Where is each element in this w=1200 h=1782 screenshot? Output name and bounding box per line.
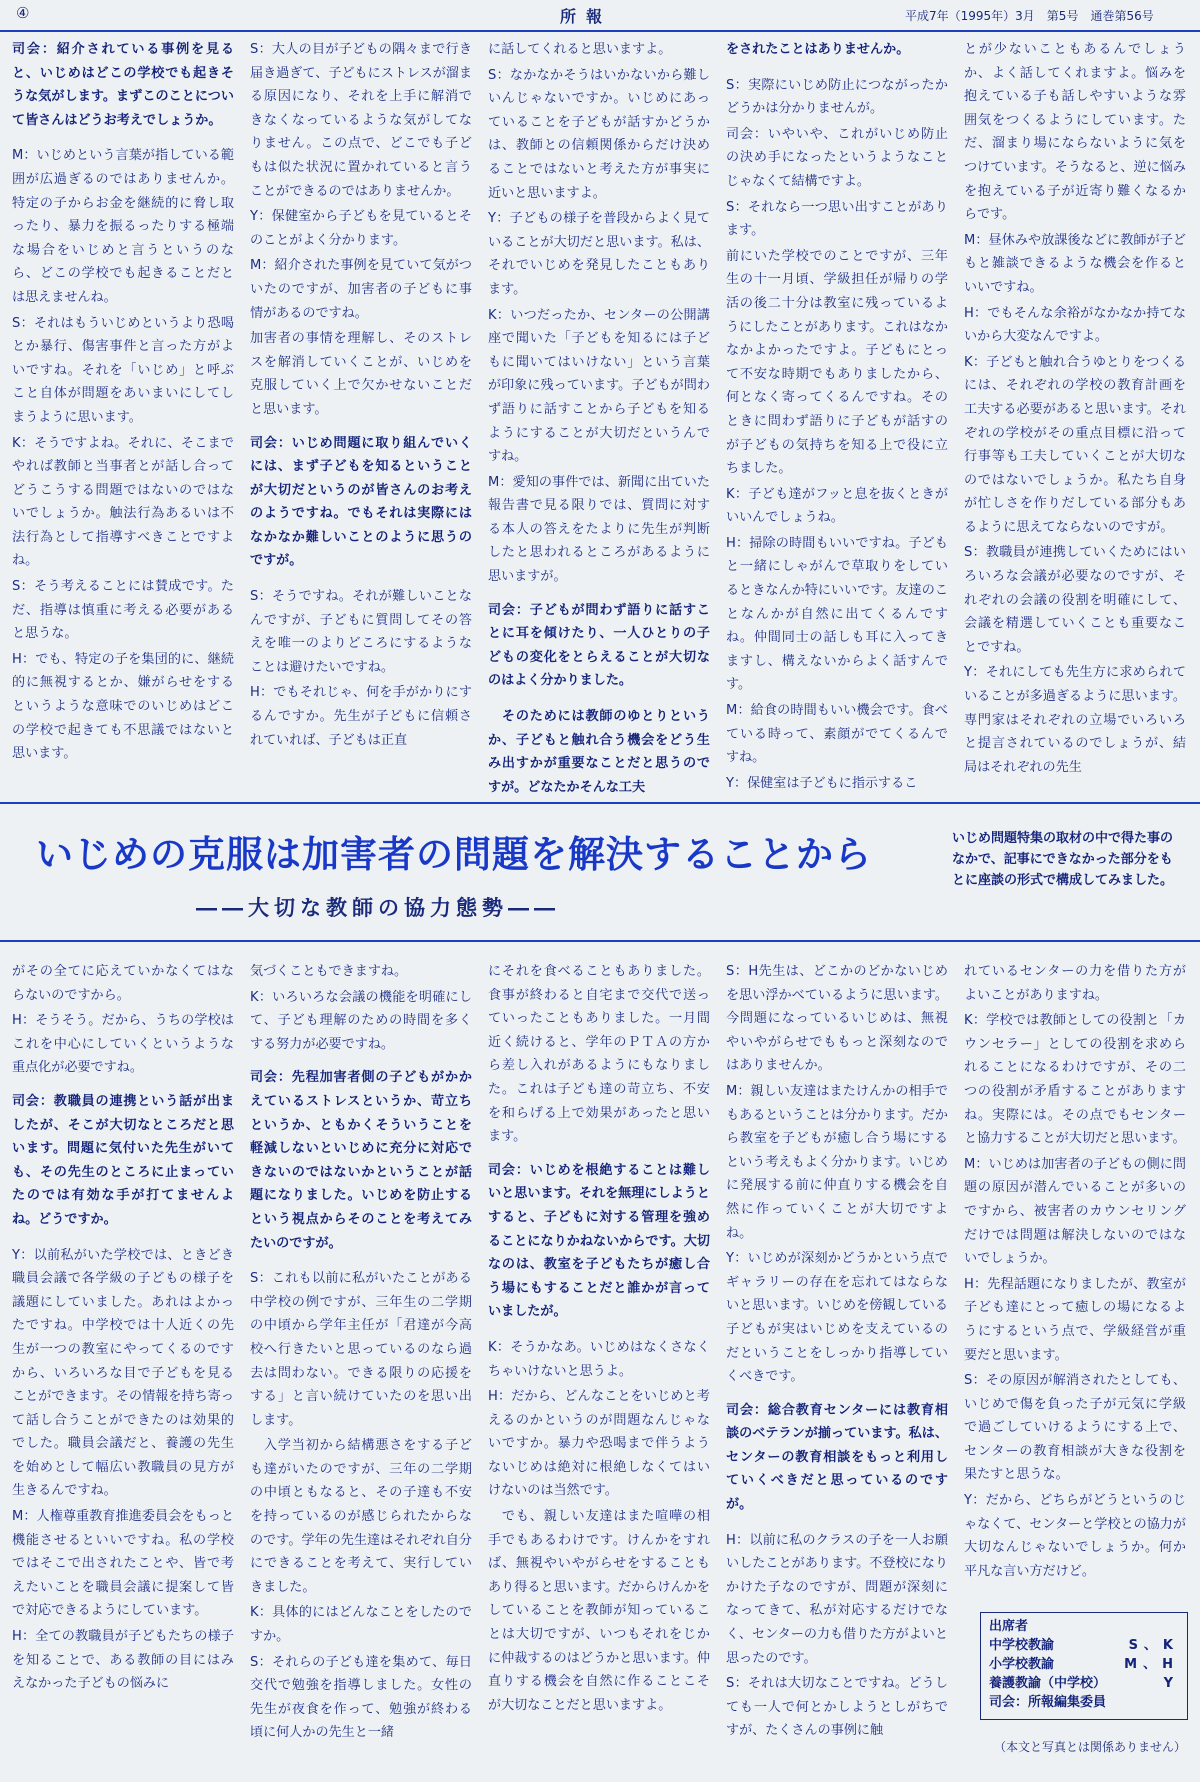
dialogue-paragraph: がその全てに応えていかなくてはならないのですから。 (12, 964, 234, 1003)
text-column (726, 38, 948, 794)
dialogue-paragraph: K：そうかなあ。いじめはなくさなくちゃいけないと思うよ。 (488, 1339, 710, 1379)
attendees-title: 出席者 (989, 1619, 1029, 1634)
dialogue-paragraph: Y：だから、どちらがどうというのじゃなくて、センターと学校との協力が大切なんじゃないでしょうか。何か平凡な言い方だけど。 (964, 1493, 1186, 1579)
moderator-question: をされたことはありませんか。 (726, 42, 910, 57)
dialogue-paragraph: M：いじめは加害者の子どもの側に問題の原因が潜んでいることが多いのですから、被害者のカウンセリングだけでは問題は解決しないのではないでしょうか。 (964, 1156, 1186, 1267)
attendee-row (989, 1636, 1179, 1655)
dialogue-paragraph: S：H先生は、どこかのどかないじめを思い浮かべているように思います。今問題になっているいじめは、無視やいやがらせでももっと深刻なのではありませんか。 (726, 964, 948, 1074)
dialogue-paragraph: H：先程話題になりましたが、教室が子ども達にとって癒しの場になるようにするという点で、学級経営が重要だと思います。 (964, 1276, 1186, 1363)
page-header (0, 0, 1200, 32)
dialogue-paragraph: S：これも以前に私がいたことがある中学校の例ですが、三年生の二学期の中頃から学年主任が「君達が今高校へ行きたいと思っているのなら過去は問わない。できる限りの応援をする」と言い続けていたのを思い出します。 (250, 1271, 472, 1428)
attendees-box (980, 1612, 1188, 1720)
text-column (250, 960, 472, 1741)
dialogue-paragraph: S：それはもういじめというより恐喝とか暴行、傷害事件と言った方がよいですね。それを「いじめ」と呼ぶこと自体が問題をあいまいにしてしまうように思います。 (12, 315, 234, 425)
dialogue-paragraph: れているセンターの力を借りた方がよいことがありますね。 (964, 964, 1186, 1003)
dialogue-paragraph: S：なかなかそうはいかないから難しいんじゃないですか。いじめにあっていることを子どもが話すかどうかは、教師との信頼関係からだけ決めることではないと考えた方が事実に近いと思いますよ。 (488, 67, 710, 201)
dialogue-paragraph: H：でもそれじゃ、何を手がかりにするんですか。先生が子どもに信頼されていれば、子どもは正直 (250, 685, 472, 748)
dialogue-paragraph: Y：保健室から子どもを見ているとそのことがよく分かります。 (250, 209, 472, 248)
dialogue-paragraph: K：いろいろな会議の機能を明確にして、子ども理解のための時間を多くする努力が必要ですね。 (250, 989, 472, 1052)
attendee-role: 司会：所報編集委員 (989, 1695, 1107, 1710)
dialogue-paragraph: M：給食の時間もいい機会です。食べている時って、素顔がでてくるんですね。 (726, 703, 948, 766)
top-article-columns (12, 38, 1188, 794)
dialogue-paragraph: K：いつだったか、センターの公開講座で聞いた「子どもを知るには子どもに聞いてはいけない」という言葉が印象に残っています。子どもが問わず語りに話すことから子どもを知るようにすることが大切だというんですね。 (488, 307, 710, 465)
attendee-names: M、H (1124, 1657, 1179, 1672)
dialogue-paragraph: H：でも、特定の子を集団的に、継続的に無視するとか、嫌がらせをするというような意味でのいじめはどこの学校で起きても不思議ではないと思います。 (12, 651, 234, 762)
dialogue-paragraph: S：教職員が連携していくためにはいろいろな会議が必要なのですが、それぞれの会議の役割を明確にして、会議を精選していくことも重要なことですね。 (964, 545, 1186, 655)
moderator-question: 司会：教職員の連携という話が出ましたが、そこが大切なところだと思います。問題に気付いた先生がいても、その先生のところに止まっていたのでは有効な手が打てませんよね。どうですか。 (12, 1093, 234, 1227)
moderator-question: 司会：紹介されている事例を見ると、いじめはどこの学校でも起きそうな気がします。まずこのことについて皆さんはどうお考えでしょうか。 (12, 42, 234, 128)
moderator-question: 司会：いじめ問題に取り組んでいくには、まず子どもを知るということが大切だというのが皆さんのお考えのようですね。でもそれは実際にはなかなか難しいことのように思うのですが。 (250, 435, 472, 569)
dialogue-paragraph: M：紹介された事例を見ていて気がついたのですが、加害者の子どもに事情があるのですね。 (250, 258, 472, 321)
dialogue-paragraph: Y：それにしても先生方に求められていることが多過ぎるように思います。専門家はそれぞれの立場でいろいろと提言されているのでしょうが、結局はそれぞれの先生 (964, 665, 1186, 775)
feature-headline: いじめの克服は加害者の問題を解決することから (36, 833, 872, 876)
dialogue-paragraph: M：愛知の事件では、新聞に出ていた報告書で見る限りでは、質問に対する本人の答えをたよりに先生が判断したと思われるところがあるように思いますが。 (488, 474, 710, 585)
dialogue-paragraph: とが少ないこともあるんでしょうか、よく話してくれますよ。悩みを抱えている子も話しやすいような雰囲気をつくるようにしています。ただ、溜まり場にならないように気をつけています。そうなると、逆に悩みを抱えている子が近寄り難くなるからです。 (964, 42, 1186, 223)
dialogue-paragraph: H：だから、どんなことをいじめと考えるのかというのが問題なんじゃないですか。暴力や恐喝まで伴うようないじめは絶対に根絶しなくてはいけないのは当然です。 (488, 1389, 710, 1499)
dialogue-paragraph: H：全ての教職員が子どもたちの様子を知ることで、ある教師の目にはみえなかった子どもの悩みに (12, 1629, 234, 1692)
dialogue-paragraph: Y：以前私がいた学校では、ときどき職員会議で各学級の子どもの様子を議題にしていました。あれはよかったですね。中学校では十人近くの先生が一つの教室にやってくるのですから、いろいろな目で子どもを見ることができます。その情報を持ち寄って話し合うことができたのは効果的でした。職員会議だと、養護の先生を始めとして幅広い教職員の見方が生きるんですね。 (12, 1247, 234, 1499)
attendee-role: 養護教諭（中学校） (989, 1676, 1107, 1691)
dialogue-paragraph: 司会：いやいや、これがいじめ防止の決め手になったというようなことじゃなくて結構ですよ。 (726, 126, 948, 189)
feature-subheadline: ――大切な教師の協力態勢―― (196, 895, 560, 920)
dialogue-paragraph: 気づくこともできますね。 (250, 964, 408, 979)
issue-info: 平成7年（1995年）3月 第5号 通巻第56号 (905, 9, 1154, 23)
photo-disclaimer: （本文と写真とは関係ありません） (994, 1740, 1187, 1754)
text-column (726, 960, 948, 1739)
attendee-row (989, 1655, 1179, 1674)
dialogue-paragraph: H：以前に私のクラスの子を一人お願いしたことがあります。不登校になりかけた子なのですが、問題が深刻になってきて、私が対応するだけでなく、センターの力も借りた方がよいと思ったのです。 (726, 1532, 948, 1666)
attendee-row (989, 1693, 1179, 1712)
dialogue-paragraph: にそれを食べることもありました。食事が終わると自宅まで交代で送っていったこともありました。一月間近く続けると、学年のＰＴＡの方から差し入れがあるようにもなりました。これは子ども達の苛立ち、不安を和らげる上で効果があったと思います。 (488, 964, 710, 1145)
attendee-role: 小学校教諭 (989, 1657, 1055, 1672)
dialogue-paragraph: K：学校では教師としての役割と「カウンセラー」としての役割を求められることになるわけですが、その二つの役割が矛盾することがありますね。実際には。その点でもセンターと協力することが大切だと思います。 (964, 1013, 1186, 1147)
dialogue-paragraph: H：そうそう。だから、うちの学校はこれを中心にしていくというような重点化が必要ですね。 (12, 1013, 234, 1076)
attendee-row (989, 1674, 1179, 1693)
dialogue-paragraph: Y：子どもの様子を普段からよく見ていることが大切だと思います。私は、それでいじめを発見したこともあります。 (488, 211, 710, 297)
dialogue-paragraph: でも、親しい友達はまた喧嘩の相手でもあるわけです。けんかをすれば、無視やいやがらせをすることもあり得ると思います。だからけんかをしていることを教師が知っていることは大切ですが、いつもそれをじかに仲裁するのはどうかと思います。仲直りする機会を自然に作ることこそが大切なことだと思いますよ。 (488, 1509, 710, 1713)
moderator-question: そのためには教師のゆとりというか、子どもと触れ合う機会をどう生み出すかが重要なことだと思うのですが。どなたかそんな工夫 (488, 709, 710, 795)
dialogue-paragraph: M：いじめという言葉が指している範囲が広過ぎるのではありませんか。特定の子からお金を継続的に脅し取ったり、暴力を振るったりする極端な場合をいじめと言うというのなら、どこの学校でも起きることだとは思えませんね。 (12, 148, 234, 305)
text-column (250, 38, 472, 794)
feature-intro: いじめ問題特集の取材の中で得た事のなかで、記事にできなかった部分をもとに座談の形式で構成してみました。 (952, 831, 1174, 888)
attendee-role: 中学校教諭 (989, 1638, 1055, 1653)
dialogue-paragraph: K：具体的にはどんなことをしたのですか。 (250, 1605, 472, 1645)
dialogue-paragraph: 前にいた学校でのことですが、三年生の十一月頃、学級担任が帰りの学活の後二十分は教室に残っているようにしたことがあります。これはなかなかよかったですよ。子どもにとって不安な時期でもありましたから、何となく寄ってくるんですね。そのときに問わず語りに子どもが話すのが子どもの気持ちを知る上で役に立ちました。 (726, 248, 948, 477)
dialogue-paragraph: S：その原因が解消されたとしても、いじめで傷を負った子が元気に学級で過ごしていけるようにする上で、センターの教育相談が大きな役割を果たすと思うな。 (964, 1373, 1186, 1483)
dialogue-paragraph: Y：保健室は子どもに指示するこ (726, 775, 918, 791)
dialogue-paragraph: H：でもそんな余裕がなかなか持てないから大変なんですよ。 (964, 305, 1186, 345)
moderator-question: 司会：総合教育センターには教育相談のベテランが揃っています。私は、センターの教育相談をもっと利用していくべきだと思っているのですが。 (726, 1402, 948, 1513)
dialogue-paragraph: S：それは大切なことですね。どうしても一人で何とかしようとしがちですが、たくさんの事例に触 (726, 1676, 948, 1739)
publication-title: 所報 (560, 7, 613, 26)
dialogue-paragraph: に話してくれると思いますよ。 (488, 42, 672, 57)
feature-heading-band (0, 802, 1200, 942)
dialogue-paragraph: Y：いじめが深刻かどうかという点でギャラリーの存在を忘れてはならないと思います。いじめを傍観している子どもが実はいじめを支えているのだということをしっかり指導していくべきです。 (726, 1251, 948, 1385)
dialogue-paragraph: K：子ども達がフッと息を抜くときがいいんでしょうね。 (726, 486, 948, 526)
dialogue-paragraph: S：そう考えることには賛成です。ただ、指導は慎重に考える必要があると思うな。 (12, 579, 234, 642)
text-column (488, 960, 710, 1726)
dialogue-paragraph: S：実際にいじめ防止につながったかどうかは分かりませんが。 (726, 77, 948, 117)
text-column (12, 38, 234, 794)
dialogue-paragraph: S：そうですね。それが難しいことなんですが、子どもに質問してその答えを唯一のよりどころにするようなことは避けたいですね。 (250, 589, 472, 675)
dialogue-paragraph: S：大人の目が子どもの隅々まで行き届き過ぎて、子どもにストレスが溜まる原因になり、それを上手に解消できなくなっているような気がしてなりません。この点で、どこでも子どもは似た状況に置かれていると言うことができるのではありませんか。 (250, 42, 472, 199)
moderator-question: 司会：いじめを根絶することは難しいと思います。それを無理にしようとすると、子どもに対する管理を強めることになりかねないからです。大切なのは、教室を子どもたちが癒し合う場にもすることだと誰かが言っていましたが。 (488, 1162, 710, 1320)
attendee-names: Y (1163, 1676, 1179, 1691)
dialogue-paragraph: S：それなら一つ思い出すことがあります。 (726, 199, 948, 239)
dialogue-paragraph: M：親しい友達はまたけんかの相手でもあるということは分かります。だから教室を子どもが癒し合う場にするという考えもよく分かります。いじめに発展する前に仲直りする機会を自然に作っていくことが大切ですよね。 (726, 1083, 948, 1241)
moderator-question: 司会：先程加害者側の子どもがかかえているストレスというか、苛立ちというか、ともかくそういうことを軽減しないといじめに充分に対応できないのではないかということが話題になりました。いじめを防止するという視点からそのことを考えてみたいのですが。 (250, 1070, 472, 1251)
dialogue-paragraph: S：それらの子ども達を集めて、毎日交代で勉強を指導しました。女性の先生が夜食を作って、勉強が終わる頃に何人かの先生と一緒 (250, 1654, 472, 1741)
dialogue-paragraph: M：人権尊重教育推進委員会をもっと機能させるといいですね。私の学校ではそこで出されたことや、皆で考えたいことを職員会議に提案して皆で対応できるようにしています。 (12, 1509, 234, 1619)
dialogue-paragraph: H：掃除の時間もいいですね。子どもと一緒にしゃがんで草取りをしているときなんか特にいいです。友達のことなんかが自然に出てくるんですね。仲間同士の話しも耳に入ってきますし、構えないからよく話すんです。 (726, 535, 948, 693)
text-column (488, 38, 710, 794)
dialogue-paragraph: 加害者の事情を理解し、そのストレスを解消していくことが、いじめを克服していく上で欠かせないことだと思います。 (250, 331, 472, 417)
text-column (964, 38, 1186, 794)
text-column (12, 960, 234, 1726)
page-number: ④ (16, 4, 30, 22)
dialogue-paragraph: K：子どもと触れ合うゆとりをつくるには、それぞれの学校の教育計画を工夫する必要があると思います。それぞれの学校がその重点目標に沿って行事等も工夫していくことが大切なのではないでしょうか。私たち自身が忙しさを作りだしている部分もあるように思えてならないのですが。 (964, 354, 1186, 535)
dialogue-paragraph: 入学当初から結構悪さをする子ども達がいたのですが、三年の二学期の中頃ともなると、その子達も不安を持っているのが感じられたからなのです。学年の先生達はそれぞれ自分にできることを考えて、実行していきました。 (250, 1438, 472, 1595)
dialogue-paragraph: M：昼休みや放課後などに教師が子どもと雑談できるような機会を作るといいですね。 (964, 232, 1186, 295)
attendee-names: S、K (1128, 1638, 1179, 1653)
moderator-question: 司会：子どもが問わず語りに話すことに耳を傾けたり、一人ひとりの子どもの変化をとらえることが大切なのはよく分かりました。 (488, 602, 710, 689)
dialogue-paragraph: K：そうですよね。それに、そこまでやれば教師と当事者とが話し合ってどうこうする問題ではないのではないでしょうか。触法行為あるいは不法行為として指導すべきことですよね。 (12, 435, 234, 569)
